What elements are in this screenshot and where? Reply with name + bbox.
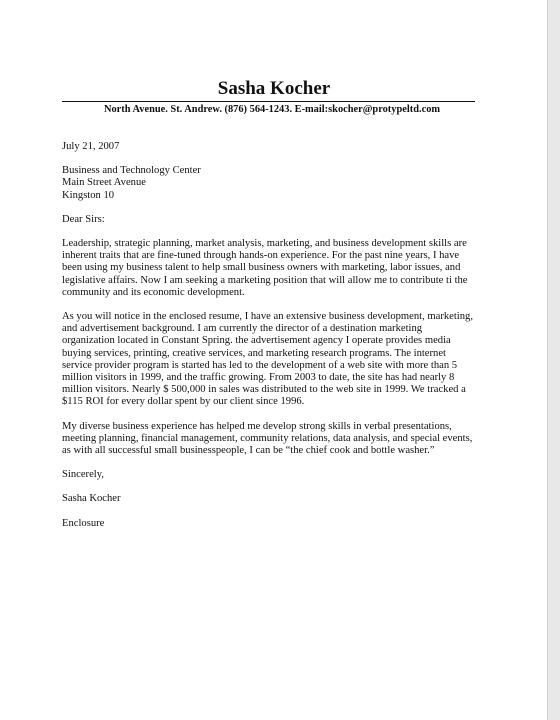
recipient-line: Kingston 10 xyxy=(62,189,115,201)
paragraph-line: Leadership, strategic planning, market analysis, marketing, and business development skills are xyxy=(62,238,467,250)
signer-name: Sasha Kocher xyxy=(62,493,121,505)
salutation: Dear Sirs: xyxy=(62,213,105,225)
paragraph-line: as with all successful small businesspeople, I can be “the chief cook and bottle washer.” xyxy=(62,445,435,457)
paragraph-line: My diverse business experience has helped me develop strong skills in verbal presentations, xyxy=(62,420,452,432)
paragraph-line: and advertisement background. I am currently the director of a destination marketing xyxy=(62,323,423,335)
paragraph-3 xyxy=(62,421,482,458)
paragraph-line: organization located in Constant Spring. the advertisement agency I operate provides media xyxy=(62,335,451,347)
recipient-line: Business and Technology Center xyxy=(62,165,201,177)
recipient-line: Main Street Avenue xyxy=(62,177,146,189)
paragraph-line: As you will notice in the enclosed resume, I have an extensive business development, marketing, xyxy=(62,311,473,323)
paragraph-line: meeting planning, financial management, community relations, data analysis, and special events, xyxy=(62,432,473,444)
paragraph-line: million visitors in 1999, and the traffic growing. From 2003 to date, the site has had nearly 8 xyxy=(62,372,455,384)
enclosure-note: Enclosure xyxy=(62,517,105,529)
paragraph-2 xyxy=(62,311,482,409)
paragraph-line: $115 ROI for every dollar spent by our client since 1996. xyxy=(62,396,305,408)
letter-date: July 21, 2007 xyxy=(62,141,120,152)
sender-name: Sasha Kocher xyxy=(217,78,331,99)
paragraph-line: million visitors. Nearly $ 500,000 in sales was distributed to the web site in 1999. We tracked a xyxy=(62,384,466,396)
paragraph-line: service provider program is started has led to the development of a web site with more than 5 xyxy=(62,359,458,371)
letter-body xyxy=(62,78,482,530)
paragraph-line: legislative affairs. Now I am seeking a marketing position that will allow me to contribute ti the xyxy=(62,274,468,286)
header-divider xyxy=(62,101,475,102)
paragraph-1 xyxy=(62,238,482,299)
closing: Sincerely, xyxy=(62,469,104,481)
paragraph-line: inherent traits that are fine-tuned through hands-on experience. For the past nine years, I have xyxy=(62,250,460,262)
recipient-address xyxy=(62,165,482,202)
paragraph-line: buying services, printing, creative services, and marketing research programs. The internet xyxy=(62,347,446,359)
paragraph-line: community and its economic development. xyxy=(62,286,245,298)
paragraph-line: been using my business talent to help small business owners with marketing, labor issues, and xyxy=(62,262,461,274)
sender-contact: North Avenue. St. Andrew. (876) 564-1243. E-mail:skocher@protypeltd.com xyxy=(103,104,441,115)
